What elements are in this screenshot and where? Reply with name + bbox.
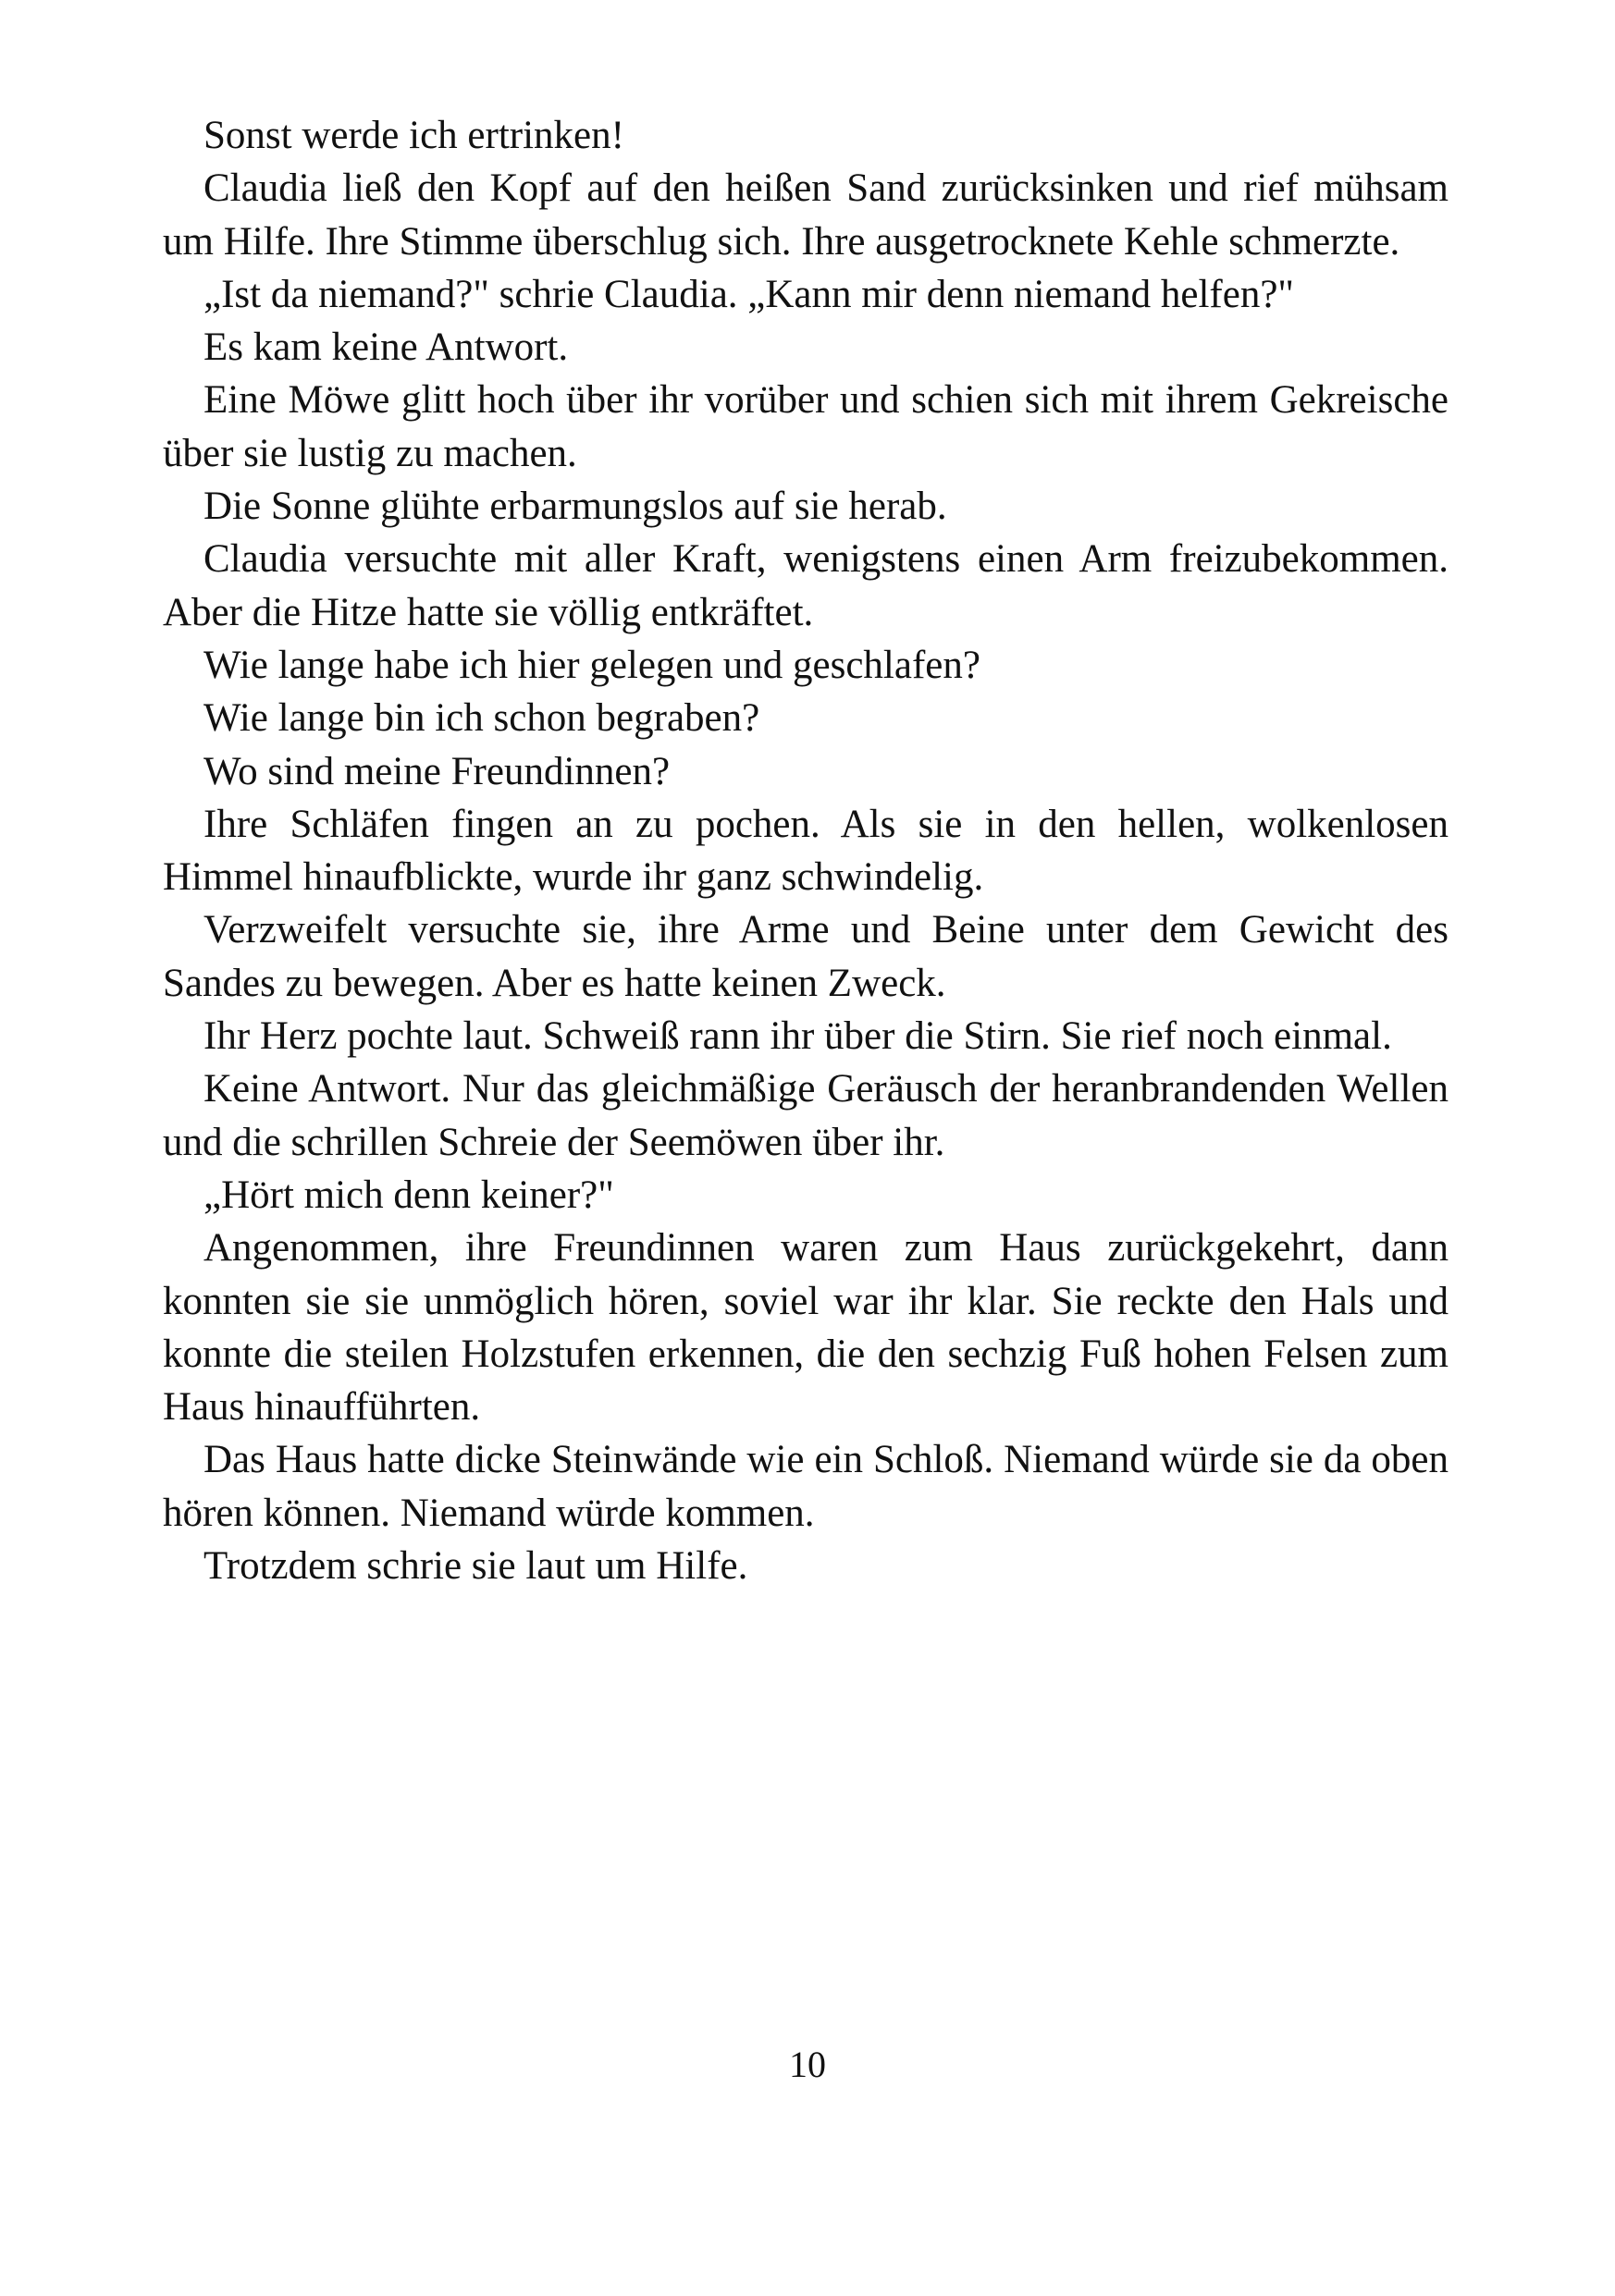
paragraph: Angenommen, ihre Freundinnen waren zum Haus zurückgekehrt, dann konnten sie sie unmöglich hören, soviel war ihr klar. Sie reckte den Hals und konnte die steilen Holzstufen erkennen, die den sechzig Fuß hohen Felsen zum Haus hinaufführten.: [163, 1226, 1449, 1430]
paragraph: Das Haus hatte dicke Steinwände wie ein Schloß. Niemand würde sie da oben hören können. Niemand würde kommen.: [163, 1438, 1449, 1535]
paragraph: Die Sonne glühte erbarmungslos auf sie herab.: [203, 485, 947, 529]
paragraph: „Hört mich denn keiner?": [203, 1173, 614, 1217]
paragraph: Claudia ließ den Kopf auf den heißen Sand zurücksinken und rief mühsam um Hilfe. Ihre Stimme überschlug sich. Ihre ausgetrocknete Kehle schmerzte.: [163, 166, 1449, 264]
paragraph: Wie lange bin ich schon begraben?: [203, 696, 760, 741]
paragraph: Wo sind meine Freundinnen?: [203, 749, 671, 793]
paragraph: Sonst werde ich ertrinken!: [203, 114, 624, 157]
paragraph: „Ist da niemand?" schrie Claudia. „Kann mir denn niemand helfen?": [203, 272, 1294, 316]
paragraph: Claudia versuchte mit aller Kraft, wenigstens einen Arm freizubekommen. Aber die Hitze hatte sie völlig entkräftet.: [163, 537, 1449, 634]
page-number: 10: [789, 2044, 826, 2085]
body-text: [163, 109, 1449, 1592]
paragraph: Trotzdem schrie sie laut um Hilfe.: [203, 1544, 748, 1589]
paragraph: Verzweifelt versuchte sie, ihre Arme und Beine unter dem Gewicht des Sandes zu bewegen. Aber es hatte keinen Zweck.: [163, 908, 1449, 1005]
paragraph: Es kam keine Antwort.: [203, 325, 569, 370]
paragraph: Wie lange habe ich hier gelegen und geschlafen?: [203, 643, 980, 687]
paragraph: Keine Antwort. Nur das gleichmäßige Geräusch der heranbrandenden Wellen und die schrillen Schreie der Seemöwen über ihr.: [163, 1067, 1449, 1164]
paragraph: Eine Möwe glitt hoch über ihr vorüber und schien sich mit ihrem Gekreische über sie lustig zu machen.: [163, 378, 1449, 475]
paragraph: Ihr Herz pochte laut. Schweiß rann ihr über die Stirn. Sie rief noch einmal.: [203, 1014, 1392, 1059]
paragraph: Ihre Schläfen fingen an zu pochen. Als sie in den hellen, wolkenlosen Himmel hinaufblickte, wurde ihr ganz schwindelig.: [163, 802, 1449, 900]
